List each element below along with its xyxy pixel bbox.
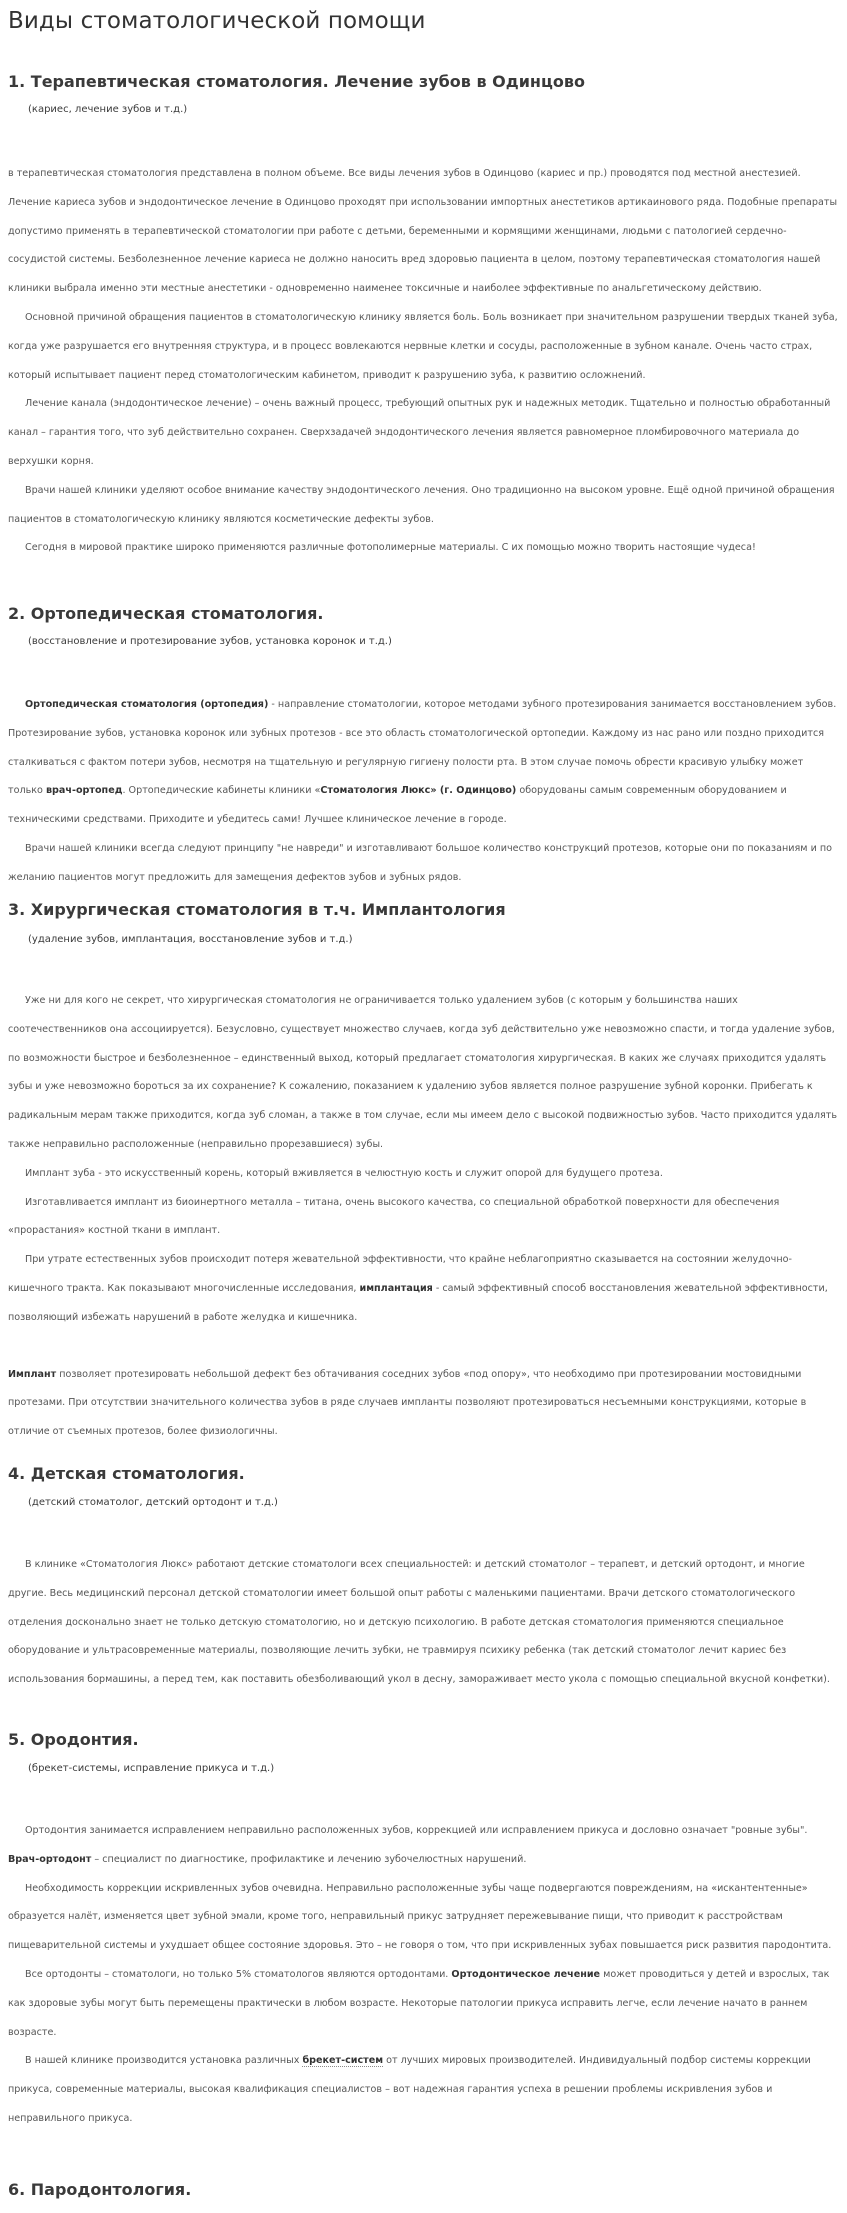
paragraph: в терапевтическая стоматология представлена в полном объеме. Все виды лечения зубов в Одинцово (кариес и пр.) проводятся под местной анестезией. Лечение кариеса зубов и эндодонтическое лечение в Одинцово проходят при использовании импортных анестетиков артикаинового ряда. Подобные препараты допустимо применять в терапевтической стоматологии при работе с детьми, беременными и кормящими женщинами, людьми с патологией сердечно-сосудистой системы. Безболезненное лечение кариеса не должно наносить вред здоровью пациента в целом, поэтому терапевтическая стоматология нашей клиники выбрала именно эти местные анестетики - одновременно наименее токсичные и наиболее эффективные по анальгетическому действию. bbox=[8, 168, 838, 295]
paragraph: Все ортодонты – стоматологи, но только 5% стоматологов являются ортодонтами. Ортодонтическое лечение может проводиться у детей и взрослых, так как здоровые зубы могут быть перемещены практически в любом возрасте. Некоторые патологии прикуса исправить легче, если лечение начато в раннем возрасте. bbox=[8, 1968, 830, 2038]
section-title-periodontology: 6. Пародонтология. bbox=[8, 2180, 192, 2199]
paragraph: В нашей клинике производится установка различных брекет-систем от лучших мировых производителей. Индивидуальный подбор системы коррекции прикуса, современные материалы, высокая квалификация специалистов – вот надежная гарантия успеха в решении проблемы искривления зубов и неправильного прикуса. bbox=[8, 2055, 811, 2124]
section-title-surgery: 3. Хирургическая стоматология в т.ч. Имплантология bbox=[8, 900, 506, 919]
section-subtitle-orthopedics: (восстановление и протезирование зубов, установка коронок и т.д.) bbox=[28, 636, 392, 647]
section-title-orthopedics: 2. Ортопедическая стоматология. bbox=[8, 604, 324, 623]
paragraph: При утрате естественных зубов происходит потеря жевательной эффективности, что крайне неблагоприятно сказывается на состоянии желудочно-кишечного тракта. Как показывают многочисленные исследования, имплантация - самый эффективный способ восстановления жевательной эффективности, позволяющий избежать нарушений в работе желудка и кишечника. bbox=[8, 1254, 828, 1323]
section-title-orthodontics: 5. Ородонтия. bbox=[8, 1730, 139, 1749]
section-text-orthodontics bbox=[8, 1817, 838, 2134]
paragraph: Основной причиной обращения пациентов в стоматологическую клинику является боль. Боль возникает при значительном разрушении твердых тканей зуба, когда уже разрушается его внутренняя структура, и в процесс вовлекаются нервные клетки и сосуды, расположенные в зубном канале. Очень часто страх, который испытывает пациент перед стоматологическим кабинетом, приводит к разрушению зуба, к развитию осложнений. bbox=[8, 311, 838, 381]
section-subtitle-orthodontics: (брекет-системы, исправление прикуса и т.д.) bbox=[28, 1763, 275, 1774]
section-subtitle-surgery: (удаление зубов, имплантация, восстановление зубов и т.д.) bbox=[28, 934, 353, 945]
paragraph: Изготавливается имплант из биоинертного металла – титана, очень высокого качества, со специальной обработкой поверхности для обеспечения «прорастания» костной ткани в имплант. bbox=[8, 1196, 780, 1237]
section-text-therapy bbox=[8, 160, 838, 563]
paragraph: Имплант зуба - это искусственный корень, который вживляется в челюстную кость и служит опорой для будущего протеза. bbox=[25, 1167, 663, 1179]
bold-term: Стоматология Люкс» (г. Одинцово) bbox=[320, 785, 517, 797]
bold-term: Врач-ортодонт bbox=[8, 1853, 92, 1865]
section-text-pediatric bbox=[8, 1551, 838, 1695]
section-text-surgery bbox=[8, 987, 838, 1447]
paragraph: Имплант позволяет протезировать небольшой дефект без обтачивания соседних зубов «под опору», что необходимо при протезировании мостовидными протезами. При отсутствии значительного количества зубов в ряде случаев импланты позволяют протезироваться несъемными конструкциями, которые в отличие от съемных протезов, более физиологичны. bbox=[8, 1368, 807, 1438]
paragraph: В клинике «Стоматология Люкс» работают детские стоматологи всех специальностей: и детский стоматолог – терапевт, и детский ортодонт, и многие другие. Весь медицинский персонал детской стоматологии имеет большой опыт работы с маленькими пациентами. Врачи детского стоматологического отделения досконально знает не только детскую стоматологию, но и детскую психологию. В работе детская стоматология применяются специальное оборудование и ультрасовременные материалы, позволяющие лечить зубки, не травмируя психику ребенка (так детский стоматолог лечит кариес без использования бормашины, а перед тем, как поставить обезболивающий укол в десну, замораживает место укола с помощью специальной вкусной конфетки). bbox=[8, 1559, 830, 1686]
paragraph: Ортодонтия занимается исправлением неправильно расположенных зубов, коррекцией или исправлением прикуса и дословно означает "ровные зубы". Врач-ортодонт – специалист по диагностике, профилактике и лечению зубочелюстных нарушений. bbox=[8, 1825, 808, 1865]
section-title-pediatric: 4. Детская стоматология. bbox=[8, 1464, 245, 1483]
paragraph: Уже ни для кого не секрет, что хирургическая стоматология не ограничивается только удалением зубов (с которым у большинства наших соотечественников она ассоциируется). Безусловно, существует множество случаев, когда зуб действительно уже невозможно спасти, и тогда удаление зубов, по возможности быстрое и безболезненное – единственный выход, который предлагает стоматология хирургическая. В каких же случаях приходится удалять зубы и уже невозможно бороться за их сохранение? К сожалению, показанием к удалению зубов является полное разрушение зубной коронки. Прибегать к радикальным мерам также приходится, когда зуб сломан, а также в том случае, если мы имеем дело с высокой подвижностью зубов. Часто приходится удалять также неправильно расположенные (неправильно прорезавшиеся) зубы. bbox=[8, 995, 838, 1150]
bold-term: брекет-систем bbox=[302, 2055, 384, 2067]
spacer bbox=[8, 1333, 838, 1361]
paragraph: Лечение канала (эндодонтическое лечение) – очень важный процесс, требующий опытных рук и надежных методик. Тщательно и полностью обработанный канал – гарантия того, что зуб действительно сохранен. Сверхзадачей эндодонтического лечения является равномерное пломбировочного материала до верхушки корня. bbox=[8, 398, 831, 467]
page-title: Виды стоматологической помощи bbox=[8, 8, 426, 34]
paragraph: Необходимость коррекции искривленных зубов очевидна. Неправильно расположенные зубы чаще подвергаются повреждениям, на «искантентенные» образуется налёт, изменяется цвет зубной эмали, кроме того, неправильный прикус затрудняет пережевывание пищи, что приводит к расстройствам пищеварительной системы и ухудшает общее состояние здоровья. Это – не говоря о том, что при искривленных зубах повышается риск развития пародонтита. bbox=[8, 1882, 832, 1952]
paragraph: Врачи нашей клиники всегда следуют принципу "не навреди" и изготавливают большое количество конструкций протезов, которые они по показаниям и по желанию пациентов могут предложить для замещения дефектов зубов и зубных рядов. bbox=[8, 842, 833, 883]
paragraph: Врачи нашей клиники уделяют особое внимание качеству эндодонтического лечения. Оно традиционно на высоком уровне. Ещё одной причиной обращения пациентов в стоматологическую клинику являются косметические дефекты зубов. bbox=[8, 484, 835, 525]
section-subtitle-therapy: (кариес, лечение зубов и т.д.) bbox=[28, 104, 188, 115]
paragraph: Сегодня в мировой практике широко применяются различные фотополимерные материалы. С их помощью можно творить настоящие чудеса! bbox=[25, 542, 756, 554]
section-title-therapy: 1. Терапевтическая стоматология. Лечение зубов в Одинцово bbox=[8, 72, 585, 91]
paragraph: Ортопедическая стоматология (ортопедия) - направление стоматологии, которое методами зубного протезирования занимается восстановлением зубов. Протезирование зубов, установка коронок или зубных протезов - все это область стоматологической ортопедии. Каждому из нас рано или поздно приходится сталкиваться с фактом потери зубов, несмотря на тщательную и регулярную гигиену полости рта. В этом случае помочь обрести красивую улыбку может только врач-ортопед. Ортопедические кабинеты клиники «Стоматология Люкс» (г. Одинцово) оборудованы самым современным оборудованием и техническими средствами. Приходите и убедитесь сами! Лучшее клиническое лечение в городе. bbox=[8, 699, 837, 826]
bold-term: Ортопедическая стоматология (ортопедия) bbox=[25, 699, 269, 710]
section-subtitle-pediatric: (детский стоматолог, детский ортодонт и т.д.) bbox=[28, 1497, 278, 1508]
bold-term: Ортодонтическое лечение bbox=[451, 1968, 601, 1980]
bold-term: имплантация bbox=[359, 1282, 433, 1294]
bold-term: Имплант bbox=[8, 1368, 57, 1380]
bold-term: врач-ортопед bbox=[45, 785, 123, 797]
section-text-orthopedics bbox=[8, 691, 838, 893]
